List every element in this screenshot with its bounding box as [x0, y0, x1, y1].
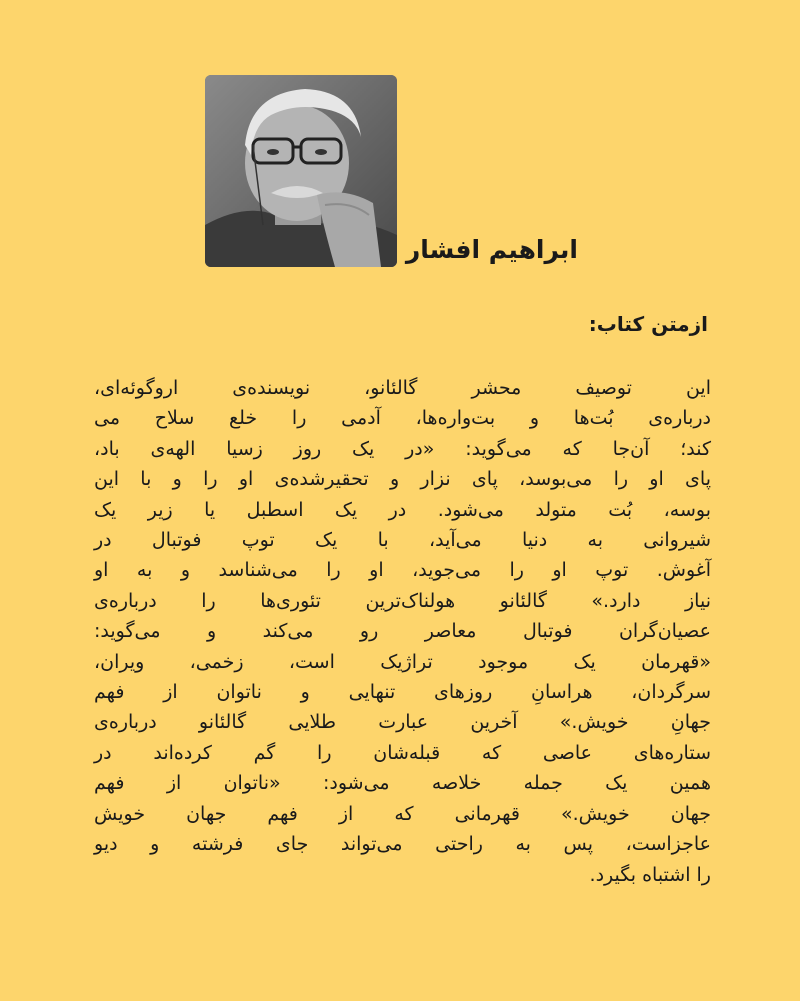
excerpt-line: این توصیف محشر گالئانو، نویسنده‌ی اروگوئه‌ای،	[94, 377, 711, 399]
excerpt-line: سرگردان، هراسانِ روزهای تنهایی و ناتوان از فهم	[94, 681, 711, 704]
excerpt-line: پای او را می‌بوسد، پای نزار و تحقیرشده‌ی او را و با این	[94, 468, 711, 491]
book-excerpt	[94, 373, 711, 890]
excerpt-line: همین یک جمله خلاصه می‌شود: «ناتوان از فهم	[94, 772, 711, 795]
excerpt-line: شیروانی به دنیا می‌آید، با یک توپ فوتبال در	[94, 529, 711, 552]
excerpt-line: «قهرمان یک موجود تراژیک است، زخمی، ویران،	[94, 650, 711, 673]
excerpt-line: را اشتباه بگیرد.	[589, 863, 711, 886]
excerpt-line: درباره‌ی بُت‌ها و بت‌واره‌ها، آدمی را خلع سلاح می	[94, 407, 711, 430]
author-portrait	[205, 75, 397, 267]
excerpt-line: نیاز دارد.» گالئانو هولناک‌ترین تئوری‌ها را درباره‌ی	[94, 589, 711, 612]
author-name: ابراهیم افشار	[405, 235, 578, 264]
excerpt-line: آغوش. توپ او را می‌جوید، او را می‌شناسد و به او	[94, 559, 711, 582]
excerpt-line: کند؛ آن‌جا که می‌گوید: «در یک روز زسیا الهه‌ی باد،	[94, 437, 711, 460]
excerpt-line: جهانِ خویش.» آخرین عبارت طلایی گالئانو درباره‌ی	[94, 711, 711, 734]
excerpt-line: عصیان‌گران فوتبال معاصر رو می‌کند و می‌گوید:	[94, 620, 711, 643]
excerpt-line: جهان خویش.» قهرمانی که از فهم جهان خویش	[94, 802, 711, 825]
excerpt-line: عاجزاست، پس به راحتی می‌تواند جای فرشته و دیو	[94, 833, 711, 856]
excerpt-line: بوسه، بُت متولد می‌شود. در یک اسطبل یا زیر یک	[94, 498, 711, 521]
excerpt-line: ستاره‌های عاصی که قبله‌شان را گم کرده‌اند در	[94, 741, 711, 764]
excerpt-heading: ازمتن کتاب:	[588, 312, 708, 336]
